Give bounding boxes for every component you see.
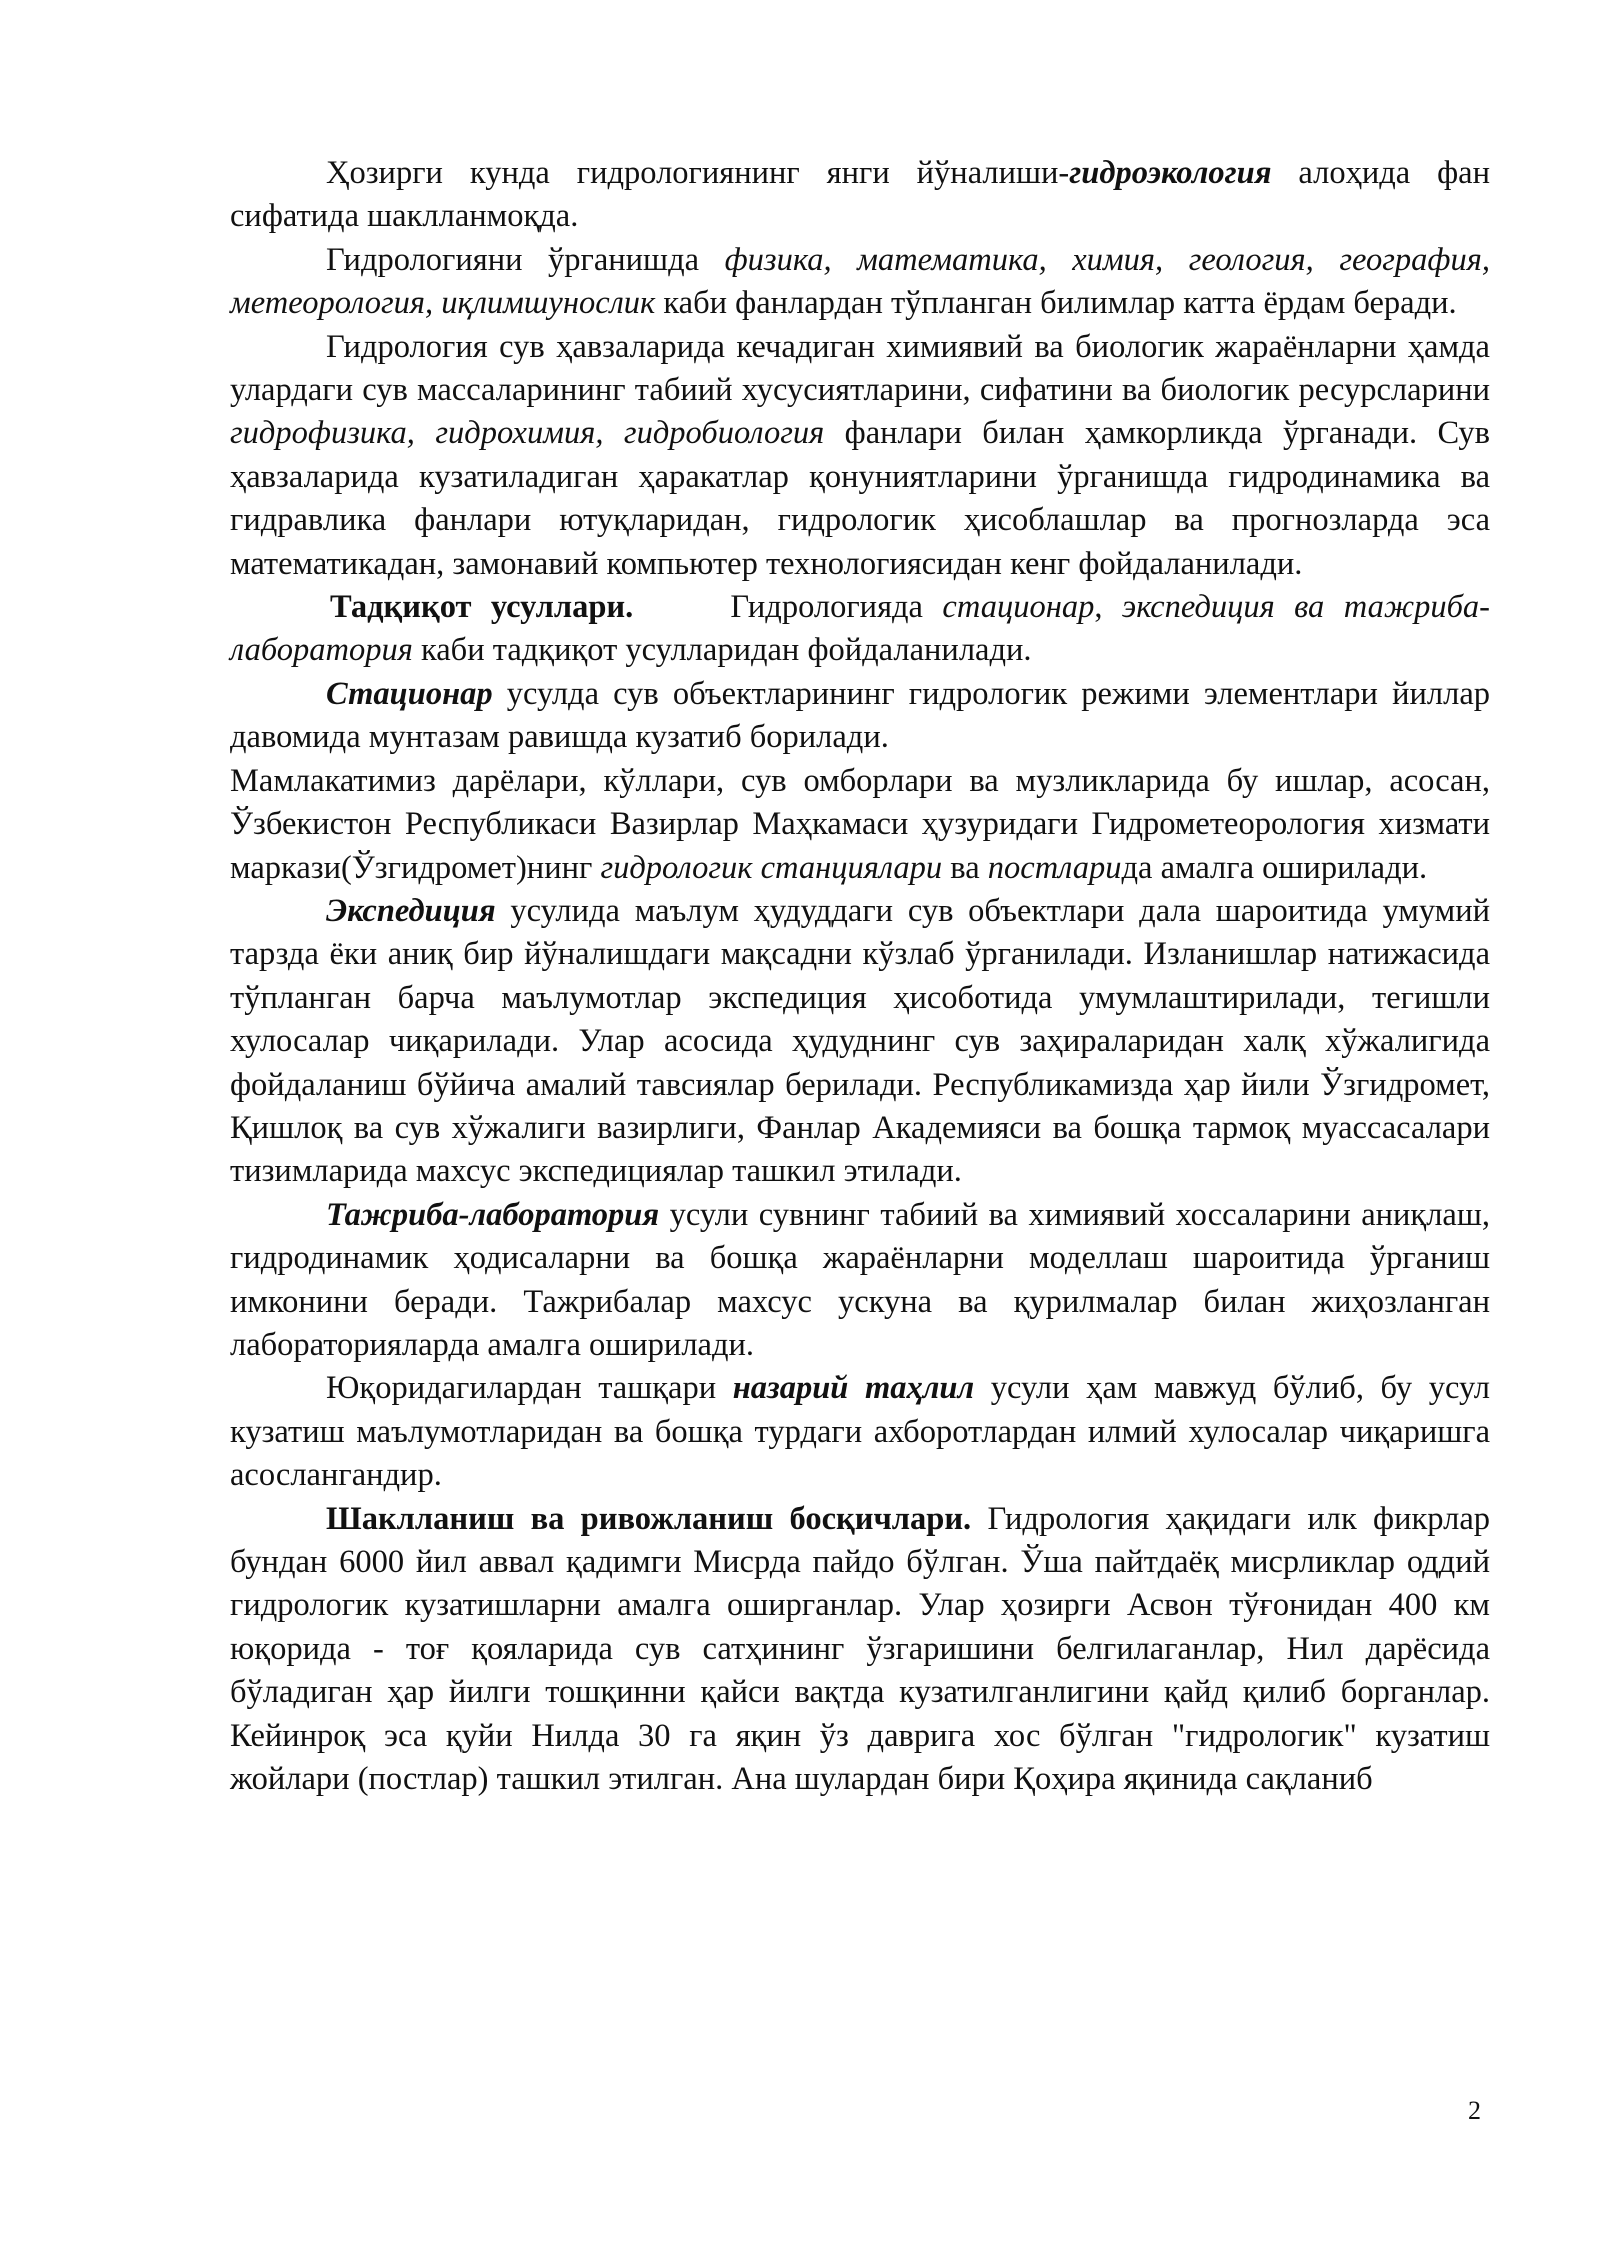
text-segment: Шаклланиш ва ривожланиш босқичлари.	[326, 1500, 972, 1537]
text-segment: Гидрологияда	[633, 589, 943, 626]
text-segment: Экспедиция	[326, 892, 496, 929]
text-segment: Мамлакатимиз дарёлари, кўллари, сув омборлари ва музликларида бу ишлар, асосан, Ўзбекистон Республикаси Вазирлар Маҳкамаси ҳузуридаги Гидрометеорология хизмати маркази(Ўзгидромет)нинг	[230, 762, 1499, 886]
paragraph	[230, 1194, 1499, 1368]
text-segment: усулида маълум ҳудуддаги сув объектлари дала шароитида умумий тарзда ёки аниқ бир йўналишдаги мақсадни кўзлаб ўрганилади. Изланишлар натижасида тўпланган барча маълумотлар экспедиция ҳисоботида умумлаштирилади, тегишли хулосалар чиқарилади. Улар асосида ҳудуднинг сув заҳираларидан халқ хўжалигида фойдаланиш бўйича амалий тавсиялар берилади. Республикамизда ҳар йили Ўзгидромет, Қишлоқ ва сув хўжалиги вазирлиги, Фанлар Академияси ва бошқа тармоқ муассасалари тизимларида махсус экспедициялар ташкил этилади.	[230, 892, 1499, 1190]
text-segment: экспедиция ва тажриба-лаборатория	[230, 589, 1490, 669]
text-segment: гидрологик станциялари	[600, 849, 943, 886]
paragraph	[230, 890, 1499, 1194]
text-segment: да амалга оширилади.	[1121, 849, 1428, 886]
text-segment: ,	[1094, 589, 1122, 626]
text-segment: Тадқиқот усуллари.	[330, 589, 634, 626]
paragraph	[230, 760, 1499, 890]
text-segment: Тажриба-лаборатория	[326, 1196, 660, 1233]
text-segment: каби тадқиқот усулларидан фойдаланилади.	[412, 632, 1032, 669]
text-segment: Ҳозирги кунда гидрологиянинг янги йўналиши-	[326, 155, 1070, 191]
paragraph	[230, 239, 1499, 326]
document-body	[230, 152, 1499, 1801]
text-segment: Стационар	[326, 675, 493, 712]
text-segment: назарий таҳлил	[732, 1370, 975, 1407]
paragraph	[230, 152, 1499, 239]
paragraph	[230, 586, 1490, 673]
text-segment: ва	[942, 849, 988, 886]
paragraph	[230, 1367, 1499, 1497]
paragraph	[230, 1498, 1499, 1802]
text-segment: фанлари билан ҳамкорликда ўрганади. Сув ҳавзаларида кузатиладиган ҳаракатлар қонуниятларини ўрганишда гидродинамика ва гидравлика фанлари ютуқларидан, гидрологик ҳисоблашлар ва прогнозларда эса математикадан, замонавий компьютер технологиясидан кенг фойдаланилади.	[230, 415, 1499, 582]
text-segment: Гидрологияни ўрганишда	[326, 241, 725, 278]
text-segment: гидрофизика, гидрохимия, гидробиология	[230, 415, 825, 452]
text-segment: Юқоридагилардан ташқари	[326, 1370, 733, 1407]
text-segment: Гидрология ҳақидаги илк фикрлар бундан 6000 йил аввал қадимги Мисрда пайдо бўлган. Ўша пайтдаёқ мисрликлар оддий гидрологик кузатишларни амалга оширганлар. Улар ҳозирги Асвон тўғонидан 400 км юқорида - тоғ қояларида сув сатҳининг ўзгаришини белгилаганлар, Нил дарёсида бўладиган ҳар йилги тошқинни қайси вақтда кузатилганлигини қайд қилиб борганлар. Кейинроқ эса қуйи Нилда 30 га яқин ўз даврига хос бўлган "гидрологик" кузатиш жойлари (постлар) ташкил этилган. Ана шулардан бири Қоҳира яқинида сақланиб	[230, 1500, 1499, 1798]
text-segment: постлари	[987, 849, 1122, 886]
text-segment: гидроэкология	[1069, 155, 1272, 191]
text-segment: каби фанлардан тўпланган билимлар катта ёрдам беради.	[655, 285, 1457, 322]
text-segment: алоҳида фан сифатида шаклланмоқда.	[230, 155, 1499, 235]
text-segment: физика, математика, химия, геология, география, метеорология, иқлимшунослик	[230, 241, 1499, 322]
paragraph	[230, 326, 1499, 586]
text-segment: усули сувнинг табиий ва химиявий хоссаларини аниқлаш, гидродинамик ҳодисаларни ва бошқа жараёнларни моделлаш шароитида ўрганиш имконини беради. Тажрибалар махсус ускуна ва қурилмалар билан жиҳозланган лабораторияларда амалга оширилади.	[230, 1196, 1499, 1363]
text-segment: стационар	[942, 589, 1095, 626]
page-number: 2	[1468, 2096, 1481, 2125]
text-segment: Гидрология сув ҳавзаларида кечадиган химиявий ва биологик жараёнларни ҳамда улардаги сув массаларининг табиий хусусиятларини, сифатини ва биологик ресурсларини	[230, 328, 1499, 409]
text-segment: усулда сув объектларининг гидрологик режими элементлари йиллар давомида мунтазам равишда кузатиб борилади.	[230, 675, 1499, 756]
paragraph	[230, 673, 1499, 760]
text-segment: усули ҳам мавжуд бўлиб, бу усул кузатиш маълумотларидан ва бошқа турдаги ахборотлардан илмий хулосалар чиқаришга асослангандир.	[230, 1370, 1499, 1494]
